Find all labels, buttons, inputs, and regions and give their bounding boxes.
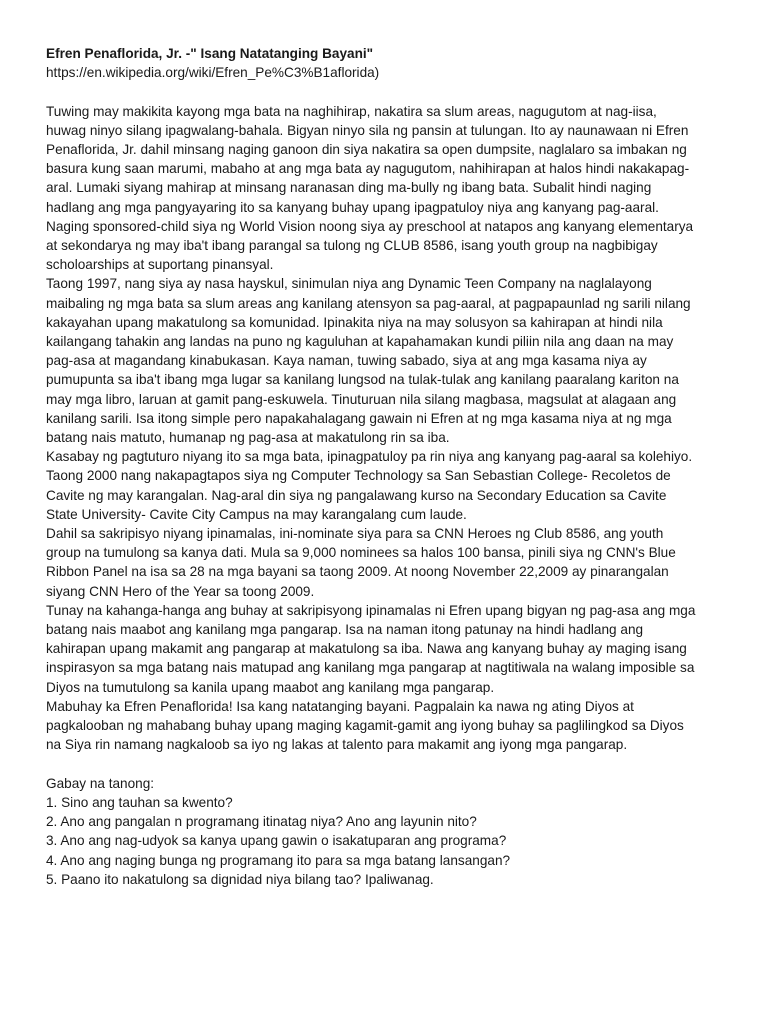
paragraph-line: Tunay na kahanga-hanga ang buhay at sakripisyong ipinamalas ni Efren upang bigyan ng pag-asa ang mga <box>46 602 696 618</box>
paragraph-line: pumupunta sa iba't ibang mga lugar sa kanilang lungsod na tulak-tulak ang kanilang paaralang kariton na <box>46 372 679 388</box>
question-item: 5. Paano ito nakatulong sa dignidad niya bilang tao? Ipaliwanag. <box>46 871 434 887</box>
guide-questions <box>46 774 722 889</box>
paragraph-line: Naging sponsored-child siya ng World Vision noong siya ay preschool at natapos ang kanyang elementarya <box>46 218 694 234</box>
paragraph-line: Diyos na tumutulong sa kanila upang maabot ang kanilang mga pangarap. <box>46 679 495 695</box>
paragraph-line: at sekondarya ng may iba't ibang parangal sa tulong ng CLUB 8586, isang youth group na nagbibigay <box>46 238 658 254</box>
question-item: 4. Ano ang naging bunga ng programang ito para sa mga batang lansangan? <box>46 852 511 868</box>
paragraph-line: Kasabay ng pagtuturo niyang ito sa mga bata, ipinagpatuloy pa rin niya ang kanyang pag-aaral sa kolehiyo. <box>46 449 693 465</box>
paragraph-line: batang nais matuto, humanap ng pag-asa at makatulong rin sa iba. <box>46 430 450 446</box>
paragraph-line: Dahil sa sakripisyo niyang ipinamalas, ini-nominate siya para sa CNN Heroes ng Club 8586, ang youth <box>46 526 664 542</box>
paragraph-line: pag-asa at magandang kinabukasan. Kaya naman, tuwing sabado, siya at ang mga kasama niya ay <box>46 353 647 369</box>
questions-heading: Gabay na tanong: <box>46 775 155 791</box>
paragraph <box>46 447 722 524</box>
paragraph-line: Tuwing may makikita kayong mga bata na naghihirap, nakatira sa slum areas, nagugutom at nag-iisa, <box>46 103 657 119</box>
paragraph-line: kanilang sarili. Isa itong simple pero napakahalagang gawain ni Efren at ng mga kasama niya at ng mga <box>46 410 672 426</box>
paragraph-line: scholoarships at suportang pinansyal. <box>46 257 274 273</box>
paragraph-line: siyang CNN Hero of the Year sa toong 2009. <box>46 583 315 599</box>
paragraph-line: huwag ninyo silang ipagwalang-bahala. Bigyan ninyo sila ng pansin at tulungan. Ito ay naunawaan ni Efren <box>46 122 689 138</box>
paragraph <box>46 274 722 447</box>
spacer <box>46 82 722 101</box>
paragraph-line: pagkalooban ng mahabang buhay upang maging kagamit-gamit ang iyong buhay sa paglilingkod sa Diyos <box>46 718 684 734</box>
article-body <box>46 102 722 755</box>
paragraph-line: Cavite ng may karangalan. Nag-aral din siya ng pangalawang kurso na Secondary Education sa Cavite <box>46 487 667 503</box>
question-item: 3. Ano ang nag-udyok sa kanya upang gawin o isakatuparan ang programa? <box>46 833 507 849</box>
paragraph <box>46 102 722 275</box>
paragraph-line: kakayahan upang makatulong sa komunidad. Ipinakita niya na may solusyon sa kahirapan at hindi nila <box>46 314 663 330</box>
questions-list <box>46 793 722 889</box>
paragraph-line: Ribbon Panel na isa sa 28 na mga bayani sa taong 2009. At noong November 22,2009 ay pinarangalan <box>46 564 669 580</box>
paragraph-line: basura kung saan marumi, mabaho at ang mga bata ay nagugutom, nahihirapan at halos hindi nakakapag- <box>46 161 690 177</box>
paragraph-line: group na tumulong sa kanya dati. Mula sa 9,000 nominees sa halos 100 bansa, pinili siya ng CNN's Blue <box>46 545 676 561</box>
paragraph-line: kailangang tahakin ang landas na puno ng kaguluhan at kapahamakan kundi piliin nila ang daan na may <box>46 334 674 350</box>
paragraph-line: Taong 1997, nang siya ay nasa hayskul, sinimulan niya ang Dynamic Teen Company na naglalayong <box>46 276 652 292</box>
paragraph <box>46 697 722 755</box>
paragraph-line: State University- Cavite City Campus na may karangalang cum laude. <box>46 506 467 522</box>
paragraph-line: kahirapan upang makamit ang pangarap at makatulong sa iba. Nawa ang kanyang buhay ay maging isang <box>46 641 687 657</box>
paragraph-line: inspirasyon sa mga batang nais matupad ang kanilang mga pangarap at nagtitiwala na walang imposible sa <box>46 660 695 676</box>
paragraph-line: may mga libro, laruan at gamit pang-eskuwela. Tinuturuan nila silang magbasa, magsulat at alagaan ang <box>46 391 677 407</box>
source-url: https://en.wikipedia.org/wiki/Efren_Pe%C3%B1aflorida) <box>46 65 380 81</box>
paragraph-line: hadlang ang mga pangyayaring ito sa kanyang buhay upang ipagpatuloy niya ang kanyang pag-aaral. <box>46 199 659 215</box>
paragraph-line: Penaflorida, Jr. dahil minsang naging ganoon din siya nakatira sa open dumpsite, naglalaro sa imbakan ng <box>46 142 687 157</box>
paragraph <box>46 524 722 601</box>
paragraph-line: maibaling ng mga bata sa slum areas ang kanilang atensyon sa pag-aaral, at pagpapaunlad ng sarili nilang <box>46 295 691 311</box>
question-item: 1. Sino ang tauhan sa kwento? <box>46 794 233 810</box>
document-content <box>46 44 722 889</box>
paragraph-line: Mabuhay ka Efren Penaflorida! Isa kang natatanging bayani. Pagpalain ka nawa ng ating Diyos at <box>46 698 634 714</box>
paragraph-line: Taong 2000 nang nakapagtapos siya ng Computer Technology sa San Sebastian College- Recoletos de <box>46 468 671 484</box>
document-title: Efren Penaflorida, Jr. -" Isang Natatanging Bayani" <box>46 46 374 61</box>
question-item: 2. Ano ang pangalan n programang itinatag niya? Ano ang layunin nito? <box>46 814 477 830</box>
paragraph-line: aral. Lumaki siyang mahirap at minsang naranasan ding ma-bully ng ibang bata. Subalit hindi naging <box>46 180 652 196</box>
paragraph <box>46 601 722 697</box>
spacer <box>46 755 722 774</box>
paragraph-line: na Siya rin namang nagkaloob sa iyo ng lakas at talento para makamit ang iyong mga pangarap. <box>46 737 628 753</box>
paragraph-line: batang nais maabot ang kanilang mga pangarap. Isa na naman itong patunay na hindi hadlang ang <box>46 622 644 638</box>
